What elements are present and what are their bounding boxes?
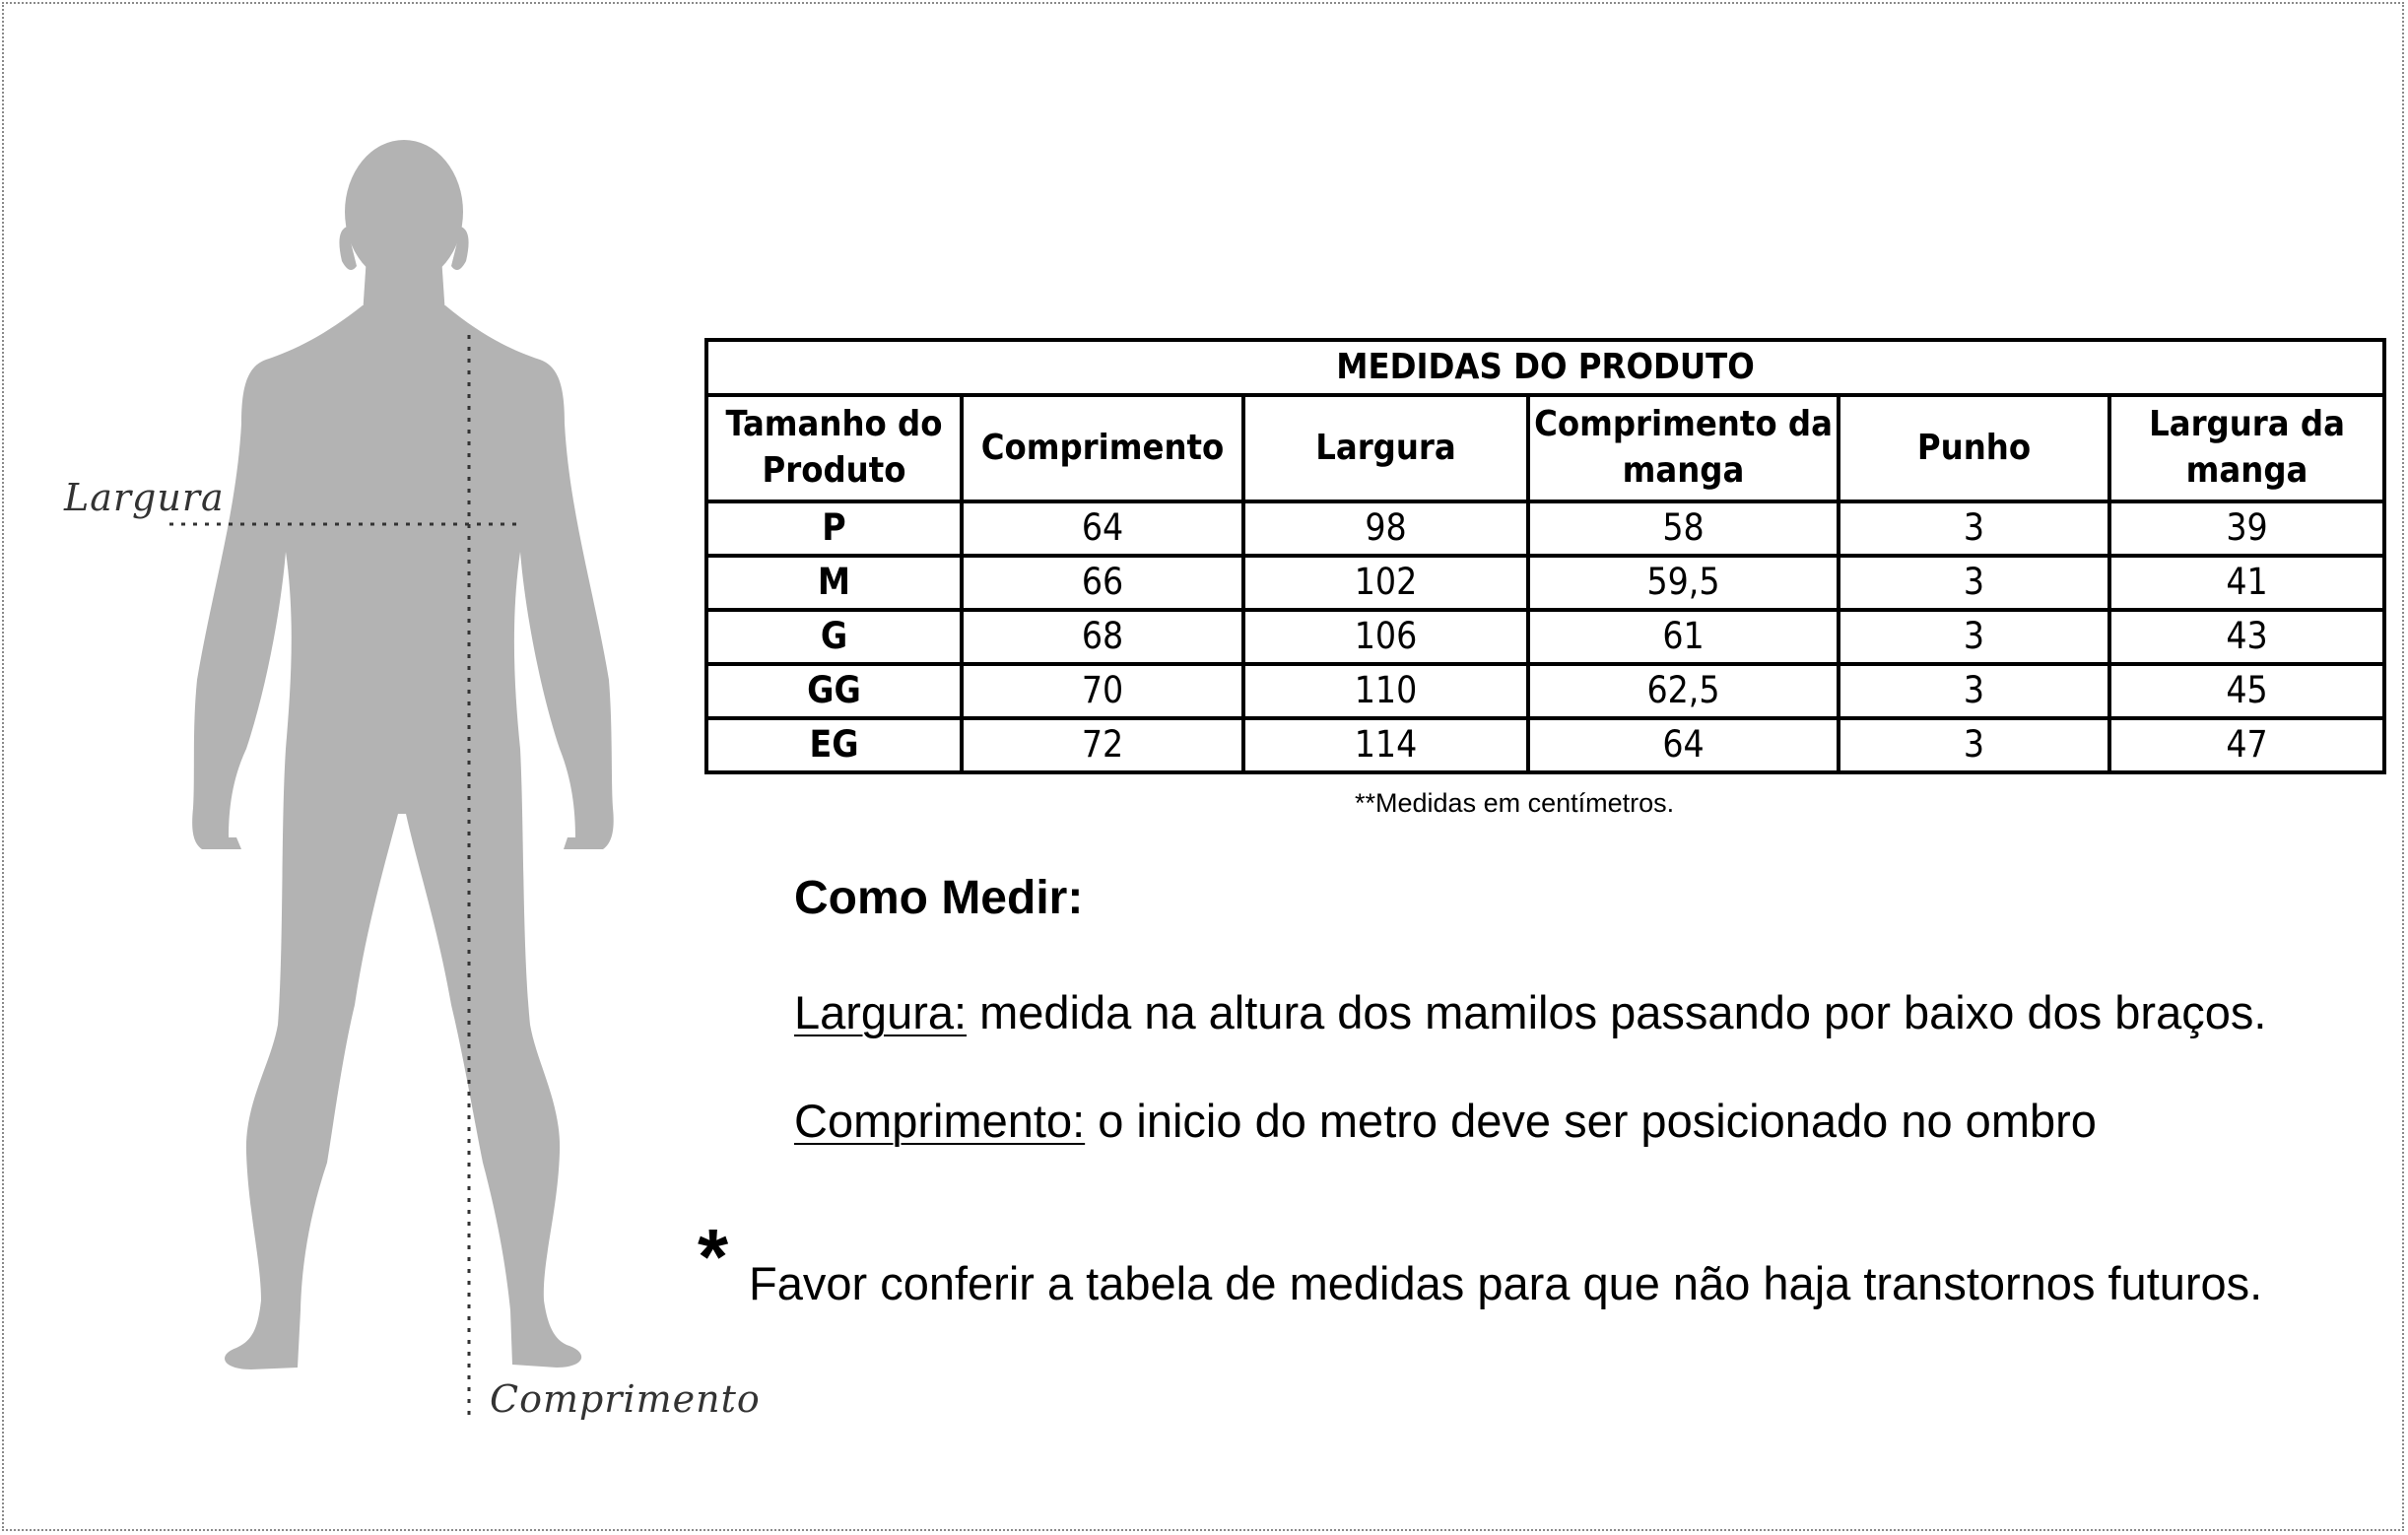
table-cell: 68 [962,610,1243,664]
table-cell: 3 [1839,556,2109,610]
size-cell: M [706,556,962,610]
table-header-row [706,395,2384,501]
table-cell: 3 [1839,664,2109,718]
table-cell: 47 [2109,718,2384,772]
table-cell: 61 [1528,610,1839,664]
table-cell: 114 [1243,718,1528,772]
table-cell: 41 [2109,556,2384,610]
size-cell: GG [706,664,962,718]
table-cell: 43 [2109,610,2384,664]
how-to-measure-title: Como Medir: [794,872,1084,924]
length-instruction [794,1094,2097,1148]
table-row [706,610,2384,664]
table-cell: 45 [2109,664,2384,718]
table-cell: 64 [962,501,1243,556]
table-cell: 106 [1243,610,1528,664]
table-cell: 64 [1528,718,1839,772]
asterisk-mark: * [698,1213,729,1301]
table-title: MEDIDAS DO PRODUTO [706,340,2384,395]
table-cell: 70 [962,664,1243,718]
table-row [706,501,2384,556]
width-instruction [794,985,2266,1039]
table-cell: 59,5 [1528,556,1839,610]
size-cell: G [706,610,962,664]
header-size: Tamanho do Produto [706,395,962,501]
width-term: Largura: [794,986,968,1038]
length-label: Comprimento [490,1377,761,1421]
length-term: Comprimento: [794,1095,1086,1147]
width-label: Largura [64,476,225,519]
width-text: medida na altura dos mamilos passando por baixo dos braços. [967,986,2267,1038]
table-cell: 102 [1243,556,1528,610]
table-cell: 66 [962,556,1243,610]
header-sleeve-width: Largura da manga [2109,395,2384,501]
size-cell: P [706,501,962,556]
header-cuff: Punho [1839,395,2109,501]
body-silhouette [192,140,614,1369]
body-silhouette-figure [0,0,749,1478]
units-note: **Medidas em centímetros. [1355,788,1675,818]
table-cell: 62,5 [1528,664,1839,718]
table-cell: 3 [1839,610,2109,664]
table-cell: 110 [1243,664,1528,718]
table-row [706,664,2384,718]
header-width: Largura [1243,395,1528,501]
table-row [706,556,2384,610]
table-cell: 98 [1243,501,1528,556]
table-cell: 58 [1528,501,1839,556]
length-text: o inicio do metro deve ser posicionado no ombro [1085,1095,2097,1147]
size-cell: EG [706,718,962,772]
table-cell: 39 [2109,501,2384,556]
table-row [706,718,2384,772]
size-table [704,338,2386,774]
table-cell: 72 [962,718,1243,772]
table-cell: 3 [1839,718,2109,772]
header-length: Comprimento [962,395,1243,501]
header-sleeve-length: Comprimento da manga [1528,395,1839,501]
warning-text: Favor conferir a tabela de medidas para que não haja transtornos futuros. [749,1257,2263,1309]
table-cell: 3 [1839,501,2109,556]
